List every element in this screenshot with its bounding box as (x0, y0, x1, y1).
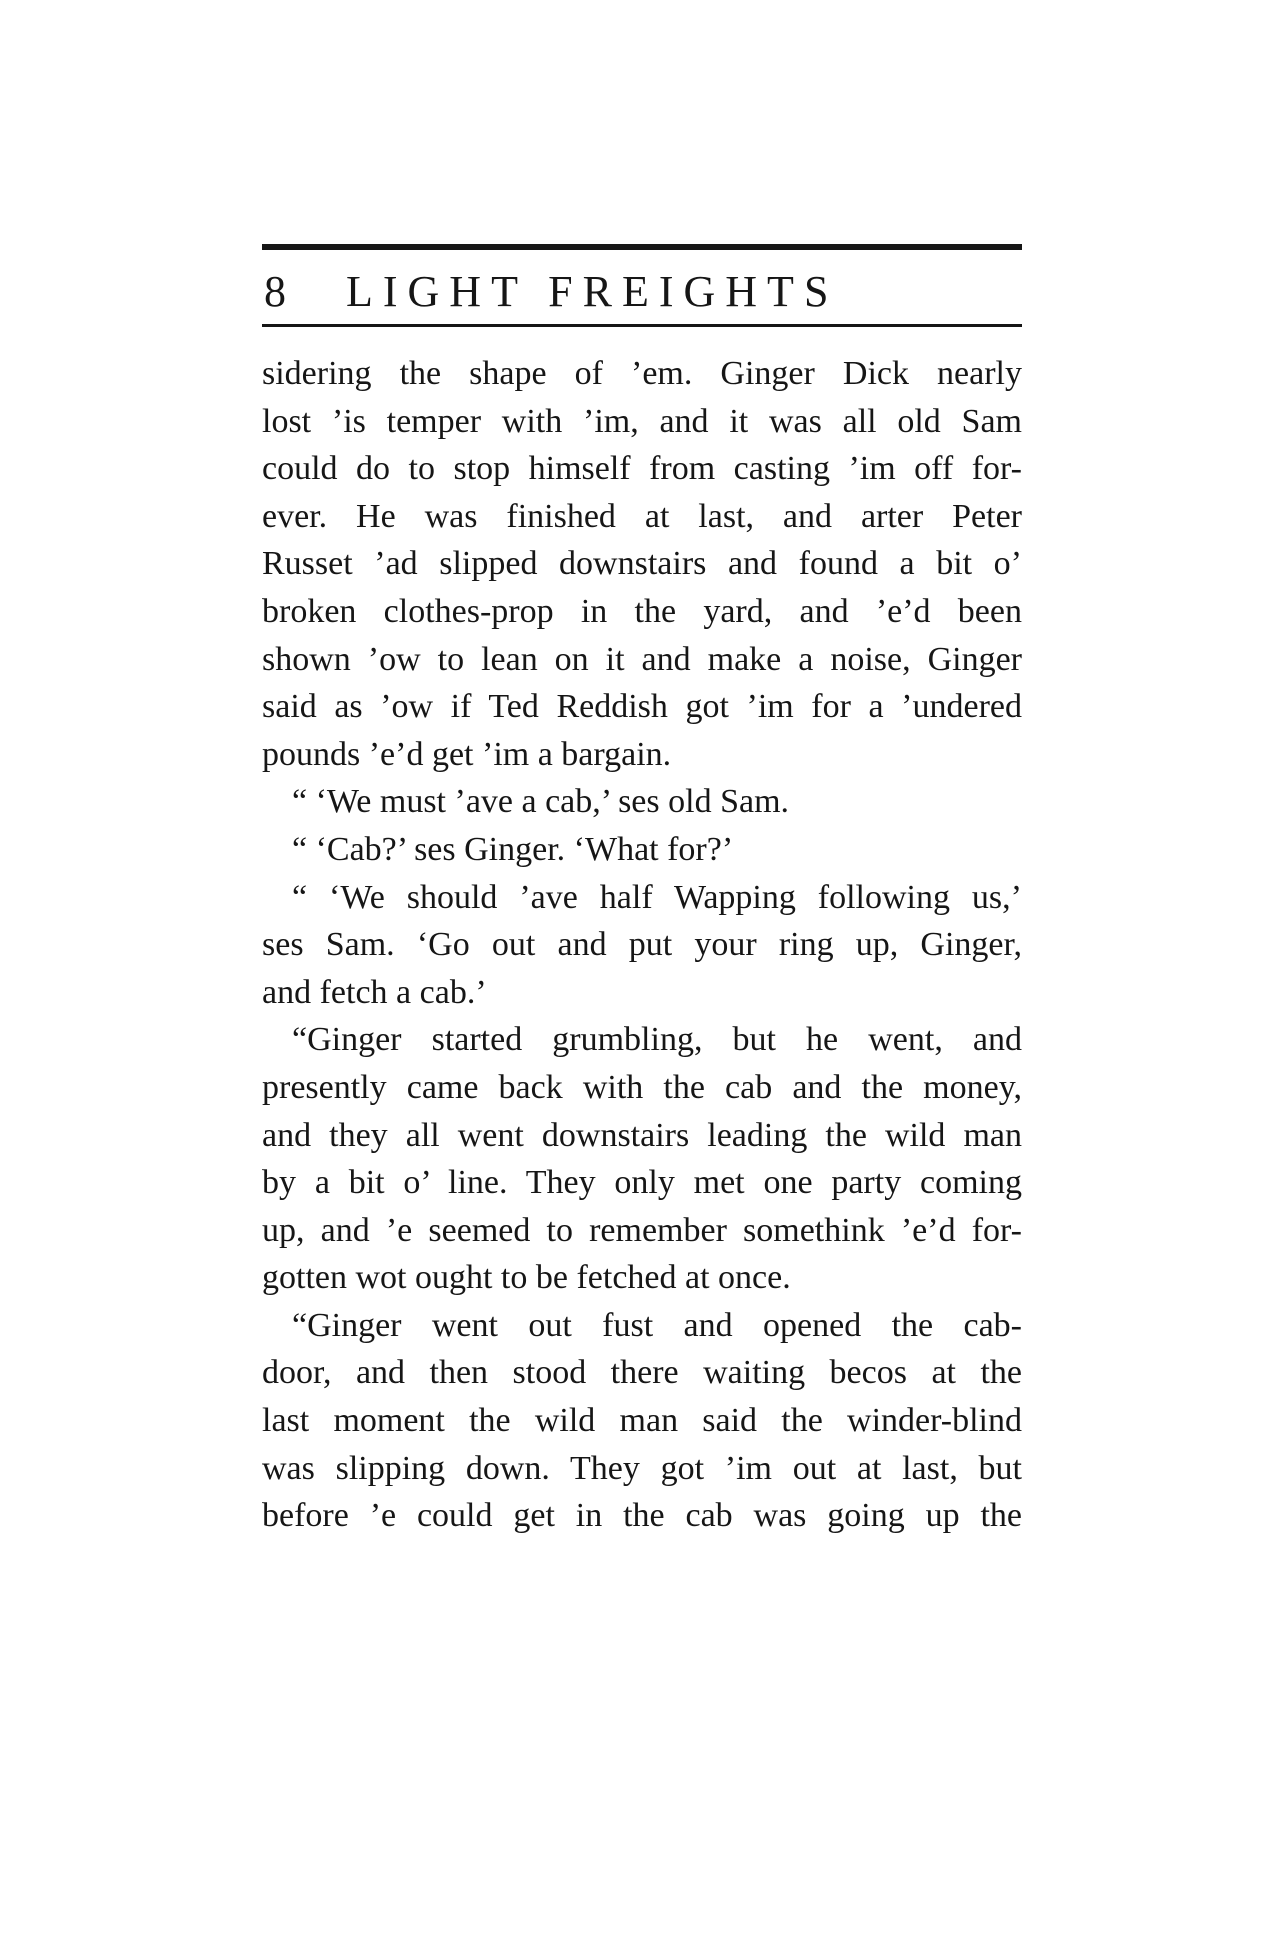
text-line: before ’e could get in the cab was going up the (262, 1497, 1022, 1535)
page-number: 8 (264, 267, 286, 316)
header-rule-bottom (262, 324, 1022, 327)
text-line: pounds ’e’d get ’im a bargain. (262, 735, 672, 773)
header-rule-top (262, 244, 1022, 250)
text-line: “ ‘Cab?’ ses Ginger. ‘What for?’ (292, 830, 734, 868)
text-line: and they all went downstairs leading the wild man (262, 1116, 1022, 1154)
text-line: “ ‘We must ’ave a cab,’ ses old Sam. (292, 783, 790, 821)
text-line: ever. He was finished at last, and arter Peter (262, 497, 1022, 535)
text-line: up, and ’e seemed to remember somethink ’e’d for- (262, 1211, 1022, 1249)
text-line: door, and then stood there waiting becos at the (262, 1354, 1022, 1392)
text-line: Russet ’ad slipped downstairs and found a bit o’ (262, 545, 1022, 583)
text-line: last moment the wild man said the winder-blind (262, 1402, 1022, 1440)
body-text (262, 350, 1022, 1540)
running-header (264, 262, 1022, 322)
text-line: broken clothes-prop in the yard, and ’e’d been (262, 592, 1022, 630)
text-line: could do to stop himself from casting ’im off for- (262, 450, 1022, 488)
text-line: and fetch a cab.’ (262, 973, 487, 1011)
text-line: by a bit o’ line. They only met one party coming (262, 1164, 1022, 1202)
text-line: shown ’ow to lean on it and make a noise, Ginger (262, 640, 1022, 678)
text-line: sidering the shape of ’em. Ginger Dick nearly (262, 355, 1022, 392)
text-line: ses Sam. ‘Go out and put your ring up, Ginger, (262, 926, 1022, 964)
text-line: lost ’is temper with ’im, and it was all old Sam (262, 402, 1022, 440)
text-line: presently came back with the cab and the money, (262, 1068, 1022, 1106)
text-line: “ ‘We should ’ave half Wapping following us,’ (292, 878, 1022, 916)
text-line: gotten wot ought to be fetched at once. (262, 1259, 791, 1297)
running-title: LIGHT FREIGHTS (346, 267, 839, 316)
text-line: “Ginger went out fust and opened the cab- (292, 1306, 1022, 1344)
text-line: “Ginger started grumbling, but he went, and (292, 1021, 1022, 1059)
text-line: was slipping down. They got ’im out at last, but (262, 1449, 1022, 1487)
text-line: said as ’ow if Ted Reddish got ’im for a ’undered (262, 688, 1022, 726)
